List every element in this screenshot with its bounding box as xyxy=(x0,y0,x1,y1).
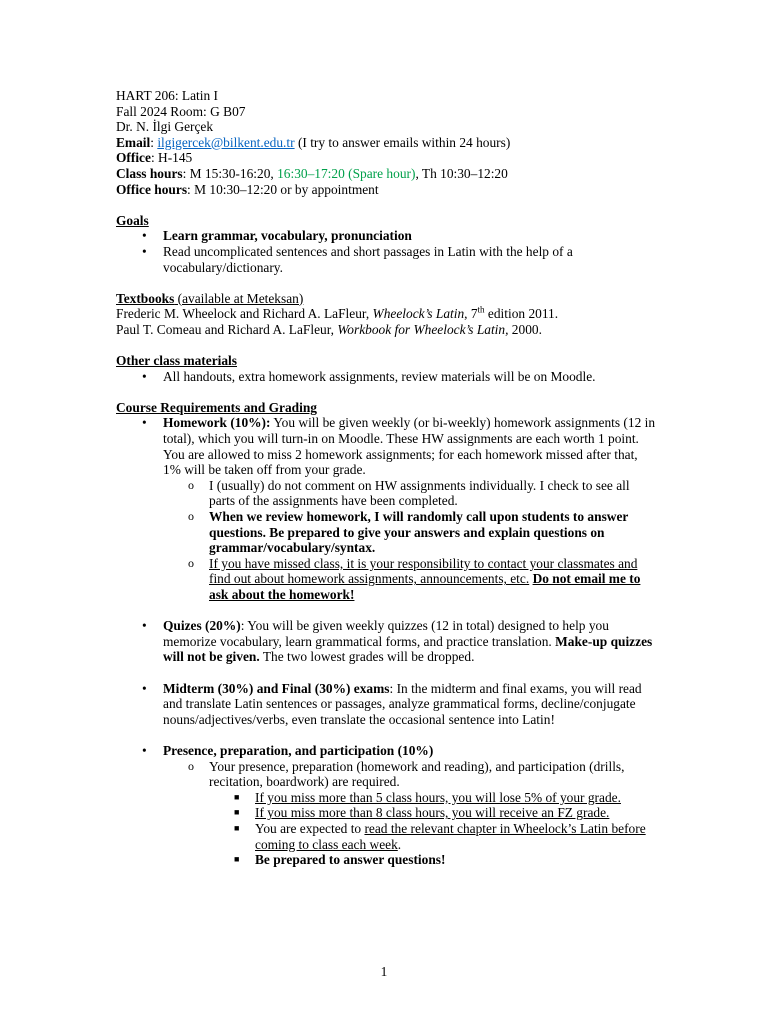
class-hours-a: : M 15:30-16:20, xyxy=(182,165,278,181)
term-room: Fall 2024 Room: G B07 xyxy=(116,103,246,119)
bullet-icon: • xyxy=(142,742,147,758)
goal-item xyxy=(116,228,656,244)
quizzes-rest: The two lowest grades will be dropped. xyxy=(259,649,475,665)
class-hours-b: , Th 10:30–12:20 xyxy=(415,165,508,181)
quizzes-bold: Make-up quizzes will not be given. xyxy=(163,633,653,665)
homework-subitem xyxy=(116,509,656,556)
homework-sub-bold: Do not email me to ask about the homework! xyxy=(209,571,641,602)
email-label: Email xyxy=(116,134,151,150)
homework-text: You will be given weekly (or bi-weekly) homework assignments (12 in total), which you will turn-in on Moodle. These HW assignments are each worth 1 point. You are allowed to miss 2 homework assignments; for each homework missed after that, 1% will be taken off from your grade. xyxy=(163,415,656,478)
textbook-year: 2000. xyxy=(508,321,542,337)
bullet-icon: • xyxy=(142,415,147,431)
rule-text: If you miss more than 5 class hours, you will lose 5% of your grade. xyxy=(255,789,621,805)
square-bullet-icon: ■ xyxy=(234,854,240,865)
exams-text: : In the midterm and final exams, you will read and translate Latin sentences or passages, analyze grammatical forms, decline/conjugate nouns/adjectives/verbs, even translate the occasional sentence into Latin! xyxy=(163,680,642,727)
participation-rule xyxy=(116,790,656,806)
circle-bullet-icon: o xyxy=(188,758,194,773)
office-line xyxy=(116,150,656,166)
rule-text-a: You are expected to xyxy=(255,820,365,836)
participation-subitem xyxy=(116,759,656,790)
homework-item xyxy=(116,415,656,477)
materials-item xyxy=(116,369,656,385)
quizzes-text: : You will be given weekly quizzes (12 in total) designed to help you memorize vocabulary, learn grammatical forms, and practice translation. xyxy=(163,618,609,649)
email-line xyxy=(116,135,656,151)
course-title: HART 206: Latin I xyxy=(116,88,218,103)
rule-text: If you miss more than 8 class hours, you will receive an FZ grade. xyxy=(255,805,610,821)
goal-text: Read uncomplicated sentences and short passages in Latin with the help of a vocabulary/dictionary. xyxy=(163,243,573,275)
circle-bullet-icon: o xyxy=(188,555,194,570)
class-hours-line xyxy=(116,166,656,182)
class-hours-label: Class hours xyxy=(116,165,183,181)
grading-section xyxy=(116,400,656,868)
email-link[interactable]: ilgigercek@bilkent.edu.tr xyxy=(157,134,295,150)
circle-bullet-icon: o xyxy=(188,509,194,524)
homework-subitem xyxy=(116,556,656,603)
office-value: : H-145 xyxy=(150,150,193,166)
materials-section xyxy=(116,353,656,384)
circle-bullet-icon: o xyxy=(188,477,194,492)
exams-item xyxy=(116,681,656,728)
goals-heading: Goals xyxy=(116,212,149,228)
bullet-icon: • xyxy=(142,680,147,696)
syllabus-page xyxy=(116,88,656,868)
bullet-icon: • xyxy=(142,228,147,244)
participation-sub-text: Your presence, preparation (homework and reading), and participation (drills, recitation, boardwork) are required. xyxy=(209,758,625,790)
office-hours-line xyxy=(116,182,656,198)
goal-item xyxy=(116,244,656,275)
square-bullet-icon: ■ xyxy=(234,822,240,833)
square-bullet-icon: ■ xyxy=(234,807,240,818)
quizzes-item xyxy=(116,618,656,665)
homework-subitem xyxy=(116,478,656,509)
exams-label: Midterm (30%) and Final (30%) exams xyxy=(163,680,390,696)
office-hours-label: Office hours xyxy=(116,181,188,197)
participation-item xyxy=(116,743,656,759)
participation-rule xyxy=(116,805,656,821)
rule-text-underlined: read the relevant chapter in Wheelock’s Latin before coming to class each week xyxy=(255,820,646,852)
participation-label: Presence, preparation, and participation (10%) xyxy=(163,742,434,758)
grading-heading: Course Requirements and Grading xyxy=(116,399,317,415)
rule-text: Be prepared to answer questions! xyxy=(255,852,446,868)
bullet-icon: • xyxy=(142,243,147,259)
textbooks-note: (available at Meteksan) xyxy=(174,290,304,306)
goal-text: Learn grammar, vocabulary, pronunciation xyxy=(163,228,412,244)
goals-section xyxy=(116,213,656,275)
instructor-name: Dr. N. İlgi Gerçek xyxy=(116,119,214,135)
course-header xyxy=(116,88,656,197)
textbook-title: Workbook for Wheelock’s Latin, xyxy=(337,321,509,337)
rule-text-b: . xyxy=(397,836,402,852)
office-hours-value: : M 10:30–12:20 or by appointment xyxy=(187,181,379,197)
textbook-entry xyxy=(116,322,656,338)
participation-rule xyxy=(116,821,656,852)
materials-text: All handouts, extra homework assignments, review materials will be on Moodle. xyxy=(163,368,596,384)
homework-sub-text: I (usually) do not comment on HW assignments individually. I check to see all parts of the assignments have been completed. xyxy=(209,477,630,509)
textbook-title: Wheelock’s Latin xyxy=(372,306,465,322)
homework-sub-text: When we review homework, I will randomly call upon students to answer questions. Be prepared to give your answers and explain questions on grammar/vocabulary/syntax. xyxy=(209,509,629,556)
homework-sub-text: If you have missed class, it is your responsibility to contact your classmates and find out about homework assignments, announcements, etc. xyxy=(209,555,638,587)
bullet-icon: • xyxy=(142,368,147,384)
quizzes-label: Quizes (20%) xyxy=(163,618,241,634)
textbooks-section xyxy=(116,291,656,338)
textbook-authors: Paul T. Comeau and Richard A. LaFleur, xyxy=(116,321,338,337)
homework-label: Homework (10%): xyxy=(163,415,271,431)
bullet-icon: • xyxy=(142,618,147,634)
participation-rule xyxy=(116,852,656,868)
spare-hour: 16:30–17:20 (Spare hour) xyxy=(277,165,416,181)
textbook-edition: edition 2011. xyxy=(484,306,559,322)
email-note: (I try to answer emails within 24 hours) xyxy=(294,134,511,150)
textbooks-heading: Textbooks xyxy=(116,290,175,306)
textbooks-heading-line xyxy=(116,291,656,307)
textbook-entry xyxy=(116,306,656,322)
office-label: Office xyxy=(116,150,151,166)
email-sep: : xyxy=(150,134,158,150)
materials-heading: Other class materials xyxy=(116,353,237,369)
edition-suffix: th xyxy=(477,304,485,315)
page-number: 1 xyxy=(380,964,388,979)
square-bullet-icon: ■ xyxy=(234,791,240,802)
textbook-sep: , 7 xyxy=(464,306,478,322)
textbook-authors: Frederic M. Wheelock and Richard A. LaFleur, xyxy=(116,306,373,322)
